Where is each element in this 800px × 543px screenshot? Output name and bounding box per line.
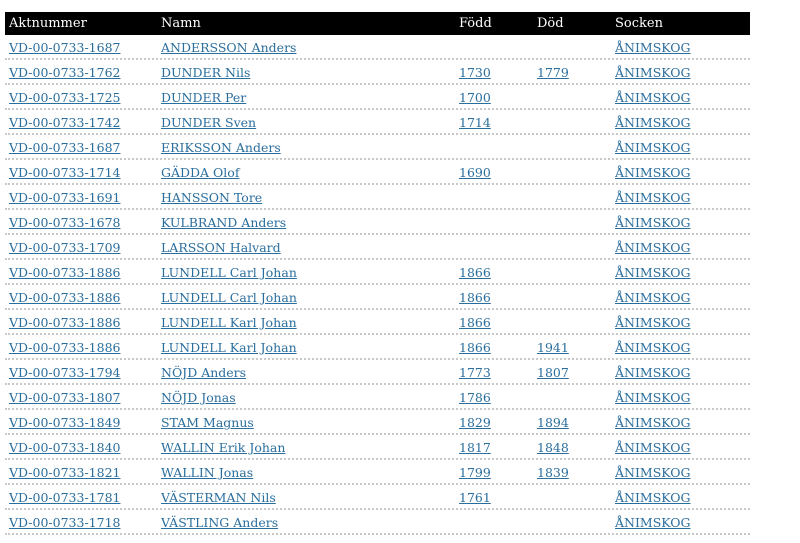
namn-link[interactable]: DUNDER Per [161, 90, 247, 105]
cell-dod [537, 160, 615, 183]
aktnummer-link[interactable]: VD-00-0733-1849 [9, 415, 121, 430]
table-row [5, 160, 750, 185]
cell-dod [537, 85, 615, 108]
socken-link[interactable]: ÅNIMSKOG [615, 315, 691, 330]
cell-namn [161, 135, 459, 158]
cell-namn [161, 260, 459, 283]
namn-link[interactable]: NÖJD Jonas [161, 390, 236, 405]
cell-fodd [459, 410, 537, 433]
namn-link[interactable]: GÄDDA Olof [161, 165, 240, 180]
socken-link[interactable]: ÅNIMSKOG [615, 140, 691, 155]
cell-dod [537, 460, 615, 483]
fodd-link[interactable]: 1866 [459, 265, 491, 280]
table-row [5, 510, 750, 535]
cell-socken [615, 360, 750, 383]
table-row [5, 110, 750, 135]
cell-akt [5, 410, 161, 433]
namn-link[interactable]: STAM Magnus [161, 415, 254, 430]
table-row [5, 210, 750, 235]
header-fodd: Född [459, 16, 492, 31]
aktnummer-link[interactable]: VD-00-0733-1840 [9, 440, 121, 455]
cell-akt [5, 110, 161, 133]
cell-akt [5, 460, 161, 483]
aktnummer-link[interactable]: VD-00-0733-1714 [9, 165, 121, 180]
namn-link[interactable]: WALLIN Erik Johan [161, 440, 286, 455]
cell-dod [537, 110, 615, 133]
cell-namn [161, 60, 459, 83]
socken-link[interactable]: ÅNIMSKOG [615, 465, 691, 480]
cell-dod [537, 60, 615, 83]
cell-namn [161, 385, 459, 408]
cell-fodd [459, 135, 537, 158]
cell-fodd [459, 385, 537, 408]
cell-dod [537, 510, 615, 533]
cell-namn [161, 460, 459, 483]
cell-akt [5, 260, 161, 283]
cell-dod [537, 210, 615, 233]
aktnummer-link[interactable]: VD-00-0733-1886 [9, 265, 121, 280]
aktnummer-link[interactable]: VD-00-0733-1886 [9, 290, 121, 305]
cell-akt [5, 285, 161, 308]
table-row [5, 35, 750, 60]
table-row [5, 60, 750, 85]
namn-link[interactable]: KULBRAND Anders [161, 215, 287, 230]
namn-link[interactable]: ERIKSSON Anders [161, 140, 281, 155]
cell-fodd [459, 285, 537, 308]
cell-namn [161, 485, 459, 508]
aktnummer-link[interactable]: VD-00-0733-1762 [9, 65, 121, 80]
cell-namn [161, 310, 459, 333]
namn-link[interactable]: LUNDELL Karl Johan [161, 340, 297, 355]
socken-link[interactable]: ÅNIMSKOG [615, 365, 691, 380]
cell-namn [161, 435, 459, 458]
cell-socken [615, 210, 750, 233]
cell-akt [5, 435, 161, 458]
fodd-link[interactable]: 1786 [459, 390, 491, 405]
cell-fodd [459, 485, 537, 508]
dod-link[interactable]: 1848 [537, 440, 569, 455]
cell-dod [537, 360, 615, 383]
aktnummer-link[interactable]: VD-00-0733-1781 [9, 490, 121, 505]
cell-fodd [459, 35, 537, 58]
cell-socken [615, 310, 750, 333]
cell-fodd [459, 260, 537, 283]
cell-socken [615, 335, 750, 358]
fodd-link[interactable]: 1690 [459, 165, 491, 180]
cell-fodd [459, 185, 537, 208]
table-row [5, 460, 750, 485]
cell-namn [161, 335, 459, 358]
header-socken: Socken [615, 16, 663, 31]
cell-socken [615, 110, 750, 133]
table-body [5, 35, 750, 535]
table-header [5, 12, 750, 35]
aktnummer-link[interactable]: VD-00-0733-1718 [9, 515, 121, 530]
cell-fodd [459, 60, 537, 83]
namn-link[interactable]: DUNDER Nils [161, 65, 251, 80]
cell-dod [537, 310, 615, 333]
fodd-link[interactable]: 1714 [459, 115, 491, 130]
cell-socken [615, 135, 750, 158]
socken-link[interactable]: ÅNIMSKOG [615, 240, 691, 255]
aktnummer-link[interactable]: VD-00-0733-1807 [9, 390, 121, 405]
cell-dod [537, 185, 615, 208]
cell-socken [615, 435, 750, 458]
fodd-link[interactable]: 1773 [459, 365, 491, 380]
cell-socken [615, 460, 750, 483]
cell-socken [615, 60, 750, 83]
cell-dod [537, 385, 615, 408]
table-row [5, 285, 750, 310]
namn-link[interactable]: NÖJD Anders [161, 365, 247, 380]
cell-namn [161, 410, 459, 433]
cell-fodd [459, 435, 537, 458]
aktnummer-link[interactable]: VD-00-0733-1794 [9, 365, 121, 380]
cell-akt [5, 85, 161, 108]
cell-fodd [459, 460, 537, 483]
cell-socken [615, 285, 750, 308]
socken-link[interactable]: ÅNIMSKOG [615, 265, 691, 280]
cell-socken [615, 185, 750, 208]
fodd-link[interactable]: 1817 [459, 440, 491, 455]
cell-akt [5, 135, 161, 158]
cell-akt [5, 160, 161, 183]
cell-dod [537, 435, 615, 458]
cell-socken [615, 485, 750, 508]
cell-akt [5, 335, 161, 358]
socken-link[interactable]: ÅNIMSKOG [615, 215, 691, 230]
socken-link[interactable]: ÅNIMSKOG [615, 90, 691, 105]
socken-link[interactable]: ÅNIMSKOG [615, 115, 691, 130]
table-row [5, 85, 750, 110]
cell-namn [161, 360, 459, 383]
cell-akt [5, 310, 161, 333]
dod-link[interactable]: 1894 [537, 415, 569, 430]
namn-link[interactable]: DUNDER Sven [161, 115, 257, 130]
aktnummer-link[interactable]: VD-00-0733-1821 [9, 465, 121, 480]
cell-dod [537, 410, 615, 433]
cell-namn [161, 510, 459, 533]
socken-link[interactable]: ÅNIMSKOG [615, 440, 691, 455]
aktnummer-link[interactable]: VD-00-0733-1886 [9, 340, 121, 355]
cell-dod [537, 35, 615, 58]
cell-akt [5, 210, 161, 233]
fodd-link[interactable]: 1700 [459, 90, 491, 105]
aktnummer-link[interactable]: VD-00-0733-1678 [9, 215, 121, 230]
namn-link[interactable]: WALLIN Jonas [161, 465, 254, 480]
cell-fodd [459, 110, 537, 133]
socken-link[interactable]: ÅNIMSKOG [615, 490, 691, 505]
header-aktnummer: Aktnummer [9, 16, 87, 31]
socken-link[interactable]: ÅNIMSKOG [615, 340, 691, 355]
header-dod: Död [537, 16, 564, 31]
cell-fodd [459, 310, 537, 333]
header-namn: Namn [161, 16, 201, 31]
table-row [5, 360, 750, 385]
namn-link[interactable]: LUNDELL Carl Johan [161, 290, 297, 305]
table-row [5, 135, 750, 160]
cell-socken [615, 410, 750, 433]
fodd-link[interactable]: 1866 [459, 290, 491, 305]
cell-akt [5, 235, 161, 258]
socken-link[interactable]: ÅNIMSKOG [615, 390, 691, 405]
aktnummer-link[interactable]: VD-00-0733-1691 [9, 190, 121, 205]
cell-namn [161, 210, 459, 233]
cell-socken [615, 260, 750, 283]
cell-akt [5, 510, 161, 533]
fodd-link[interactable]: 1761 [459, 490, 491, 505]
cell-akt [5, 185, 161, 208]
socken-link[interactable]: ÅNIMSKOG [615, 415, 691, 430]
cell-akt [5, 385, 161, 408]
records-table [5, 12, 750, 535]
cell-dod [537, 260, 615, 283]
dod-link[interactable]: 1807 [537, 365, 569, 380]
cell-namn [161, 160, 459, 183]
dod-link[interactable]: 1839 [537, 465, 569, 480]
cell-namn [161, 285, 459, 308]
cell-dod [537, 285, 615, 308]
table-row [5, 235, 750, 260]
socken-link[interactable]: ÅNIMSKOG [615, 515, 691, 530]
dod-link[interactable]: 1779 [537, 65, 569, 80]
table-row [5, 260, 750, 285]
namn-link[interactable]: VÄSTLING Anders [161, 515, 279, 530]
cell-fodd [459, 160, 537, 183]
namn-link[interactable]: LUNDELL Karl Johan [161, 315, 297, 330]
cell-fodd [459, 235, 537, 258]
namn-link[interactable]: HANSSON Tore [161, 190, 263, 205]
fodd-link[interactable]: 1866 [459, 315, 491, 330]
cell-fodd [459, 510, 537, 533]
table-row [5, 435, 750, 460]
fodd-link[interactable]: 1799 [459, 465, 491, 480]
cell-dod [537, 335, 615, 358]
namn-link[interactable]: LUNDELL Carl Johan [161, 265, 297, 280]
fodd-link[interactable]: 1730 [459, 65, 491, 80]
cell-socken [615, 385, 750, 408]
cell-akt [5, 35, 161, 58]
cell-fodd [459, 335, 537, 358]
cell-namn [161, 110, 459, 133]
aktnummer-link[interactable]: VD-00-0733-1687 [9, 40, 121, 55]
cell-namn [161, 185, 459, 208]
cell-socken [615, 35, 750, 58]
cell-dod [537, 485, 615, 508]
namn-link[interactable]: VÄSTERMAN Nils [161, 490, 276, 505]
cell-socken [615, 510, 750, 533]
aktnummer-link[interactable]: VD-00-0733-1886 [9, 315, 121, 330]
socken-link[interactable]: ÅNIMSKOG [615, 165, 691, 180]
cell-akt [5, 60, 161, 83]
cell-fodd [459, 360, 537, 383]
cell-dod [537, 235, 615, 258]
table-row [5, 385, 750, 410]
table-row [5, 485, 750, 510]
table-row [5, 185, 750, 210]
socken-link[interactable]: ÅNIMSKOG [615, 290, 691, 305]
cell-fodd [459, 210, 537, 233]
cell-dod [537, 135, 615, 158]
fodd-link[interactable]: 1866 [459, 340, 491, 355]
table-row [5, 410, 750, 435]
cell-socken [615, 85, 750, 108]
cell-akt [5, 360, 161, 383]
socken-link[interactable]: ÅNIMSKOG [615, 65, 691, 80]
cell-socken [615, 235, 750, 258]
namn-link[interactable]: LARSSON Halvard [161, 240, 281, 255]
dod-link[interactable]: 1941 [537, 340, 569, 355]
socken-link[interactable]: ÅNIMSKOG [615, 40, 691, 55]
aktnummer-link[interactable]: VD-00-0733-1709 [9, 240, 121, 255]
aktnummer-link[interactable]: VD-00-0733-1725 [9, 90, 121, 105]
fodd-link[interactable]: 1829 [459, 415, 491, 430]
table-row [5, 310, 750, 335]
aktnummer-link[interactable]: VD-00-0733-1742 [9, 115, 121, 130]
cell-namn [161, 35, 459, 58]
cell-fodd [459, 85, 537, 108]
cell-namn [161, 85, 459, 108]
socken-link[interactable]: ÅNIMSKOG [615, 190, 691, 205]
table-row [5, 335, 750, 360]
aktnummer-link[interactable]: VD-00-0733-1687 [9, 140, 121, 155]
cell-namn [161, 235, 459, 258]
namn-link[interactable]: ANDERSSON Anders [161, 40, 297, 55]
cell-akt [5, 485, 161, 508]
cell-socken [615, 160, 750, 183]
